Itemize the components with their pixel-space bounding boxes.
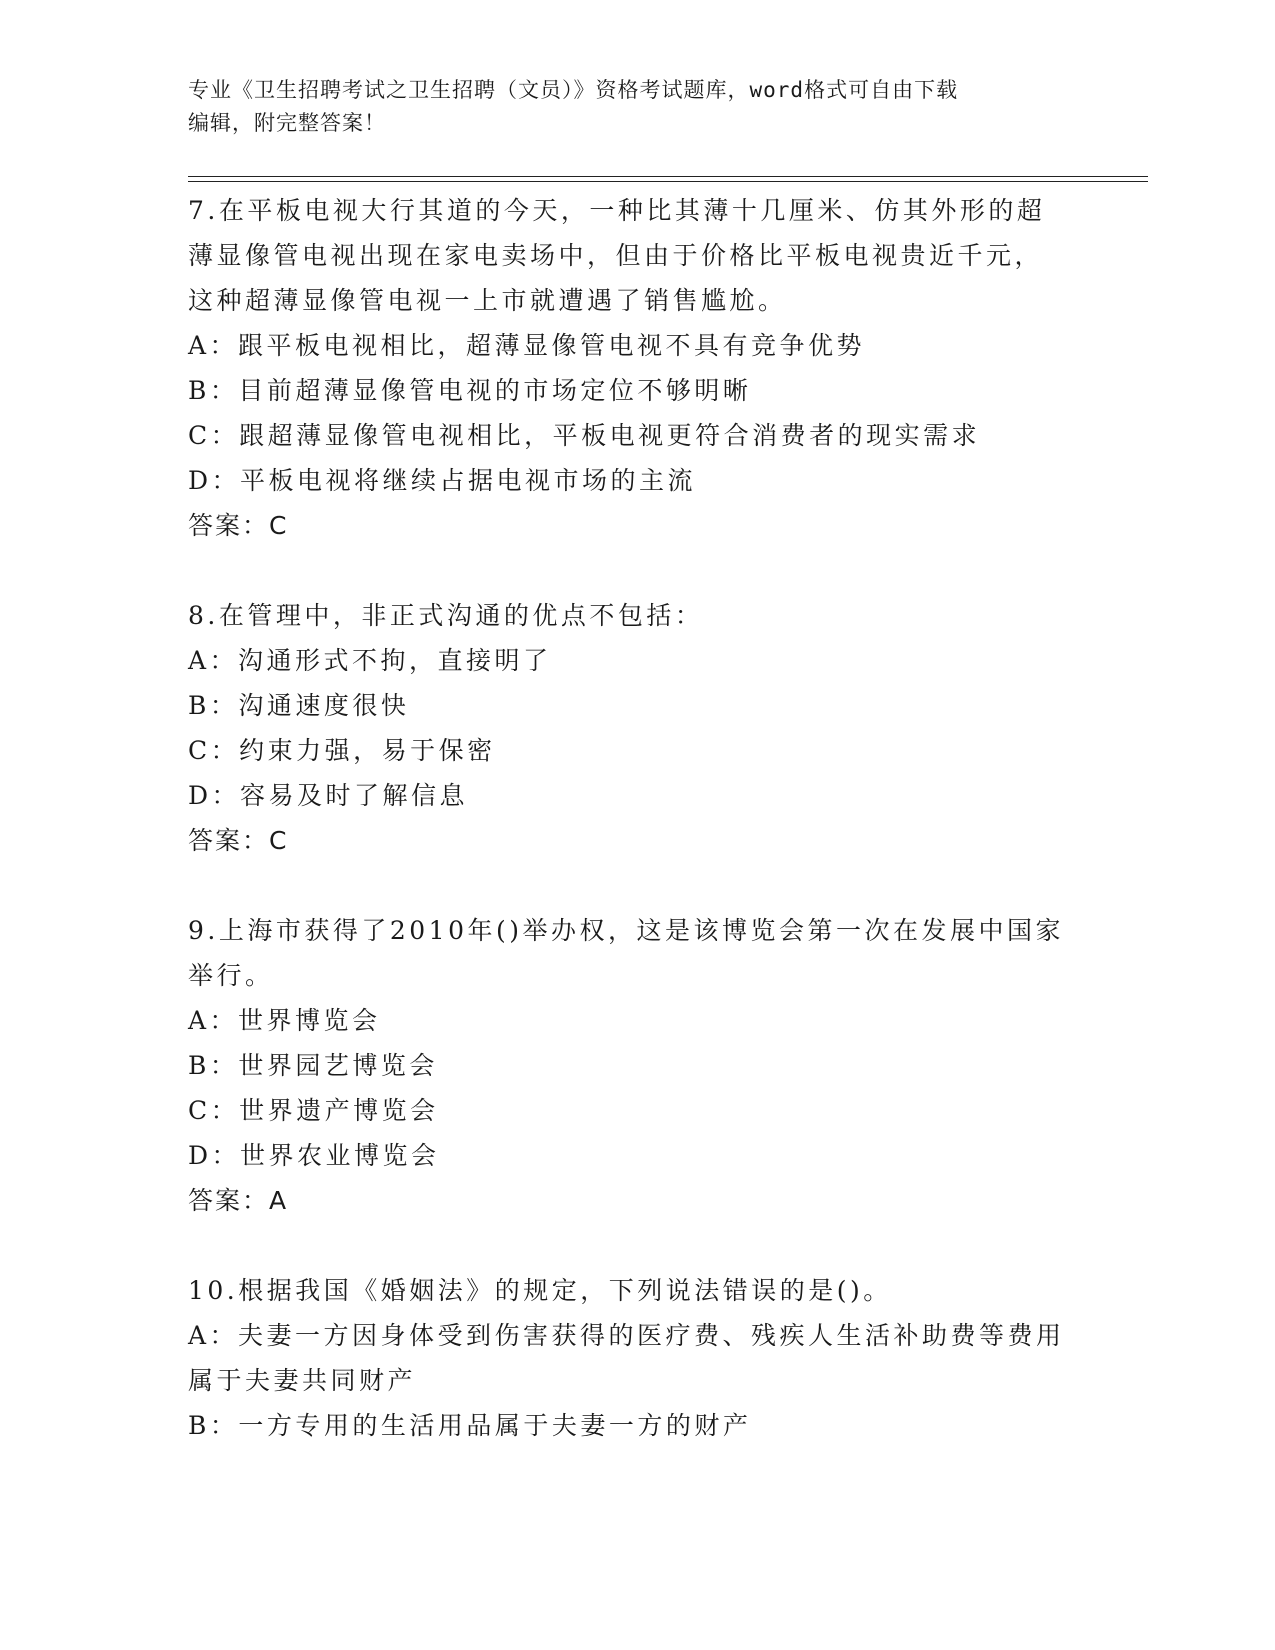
question-block [188, 908, 1088, 1223]
answer-line: 答案：A [188, 1186, 289, 1215]
question-stem-line: 9.上海市获得了2010年()举办权，这是该博览会第一次在发展中国家 [188, 916, 1064, 945]
option-c: C：约束力强，易于保密 [188, 736, 496, 765]
header-divider-top [188, 176, 1148, 177]
option-c: C：跟超薄显像管电视相比，平板电视更符合消费者的现实需求 [188, 421, 981, 450]
question-block [188, 1268, 1088, 1448]
option-b: B：目前超薄显像管电视的市场定位不够明晰 [188, 376, 752, 405]
question-stem-line: 8.在管理中，非正式沟通的优点不包括： [188, 601, 704, 630]
option-b: B：世界园艺博览会 [188, 1051, 438, 1080]
option-a: A：跟平板电视相比，超薄显像管电视不具有竞争优势 [188, 331, 866, 360]
option-a: A：沟通形式不拘，直接明了 [188, 646, 552, 675]
option-b: B：沟通速度很快 [188, 691, 410, 720]
question-spacer [188, 863, 1088, 908]
option-a: A：世界博览会 [188, 1006, 381, 1035]
option-b: B：一方专用的生活用品属于夫妻一方的财产 [188, 1411, 752, 1440]
question-spacer [188, 1223, 1088, 1268]
document-header [188, 74, 1088, 140]
question-block [188, 188, 1088, 548]
answer-line: 答案：C [188, 826, 289, 855]
header-line-2: 编辑，附完整答案！ [188, 111, 386, 135]
answer-line: 答案：C [188, 511, 289, 540]
header-divider-bottom [188, 181, 1148, 182]
question-block [188, 593, 1088, 863]
option-d: D：世界农业博览会 [188, 1141, 440, 1170]
question-spacer [188, 548, 1088, 593]
question-stem-line: 薄显像管电视出现在家电卖场中，但由于价格比平板电视贵近千元， [188, 241, 1044, 270]
option-a: A：夫妻一方因身体受到伤害获得的医疗费、残疾人生活补助费等费用 [188, 1321, 1065, 1350]
option-a-continued: 属于夫妻共同财产 [188, 1366, 417, 1395]
question-stem-line: 这种超薄显像管电视一上市就遭遇了销售尴尬。 [188, 286, 787, 315]
question-stem-line: 7.在平板电视大行其道的今天，一种比其薄十几厘米、仿其外形的超 [188, 196, 1046, 225]
header-line-1: 专业《卫生招聘考试之卫生招聘（文员）》资格考试题库，word格式可自由下载 [188, 78, 959, 102]
option-d: D：平板电视将继续占据电视市场的主流 [188, 466, 697, 495]
question-stem-line: 举行。 [188, 961, 274, 990]
question-list [188, 188, 1088, 1448]
question-stem-line: 10.根据我国《婚姻法》的规定，下列说法错误的是()。 [188, 1276, 892, 1305]
option-d: D：容易及时了解信息 [188, 781, 469, 810]
option-c: C：世界遗产博览会 [188, 1096, 439, 1125]
